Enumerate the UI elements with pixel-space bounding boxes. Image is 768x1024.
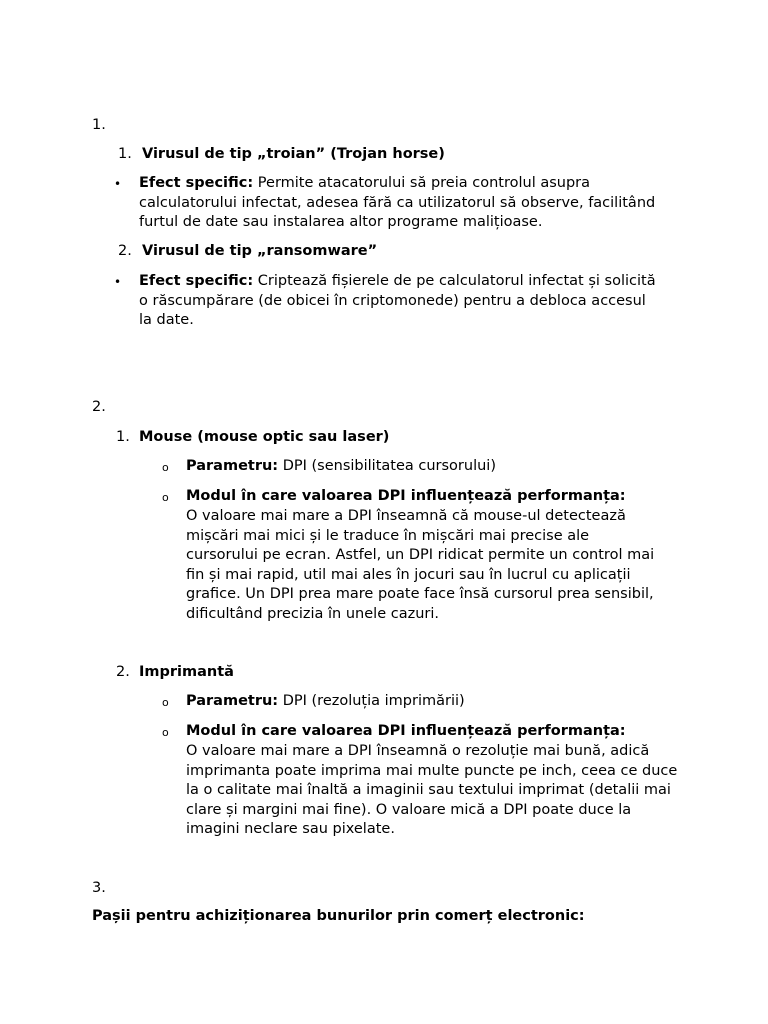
item-title: Virusul de tip „ransomware” xyxy=(142,243,378,259)
effect-text: Permite atacatorului să preia controlul asupra calculatorului infectat, adesea fără ca utilizatorul să observe, facilitând furtul de date sau instalarea altor programe malițioase. xyxy=(139,175,656,231)
bullet-icon: • xyxy=(114,275,122,289)
list-marker: 1. xyxy=(116,429,130,445)
circle-bullet-icon: o xyxy=(162,461,169,474)
effect-paragraph xyxy=(139,174,679,233)
parameter-line xyxy=(186,457,496,477)
parameter-label: Parametru: xyxy=(186,458,279,474)
item-title: Mouse (mouse optic sau laser) xyxy=(139,429,390,445)
mode-label: Modul în care valoarea DPI influențează performanța: xyxy=(186,488,626,504)
list-marker: 1. xyxy=(118,146,132,162)
list-marker: 2. xyxy=(116,664,130,680)
parameter-label: Parametru: xyxy=(186,693,279,709)
circle-bullet-icon: o xyxy=(162,726,169,739)
parameter-line xyxy=(186,692,465,712)
circle-bullet-icon: o xyxy=(162,696,169,709)
section-number: 2. xyxy=(92,399,106,415)
parameter-text: DPI (rezoluția imprimării) xyxy=(278,693,465,709)
section-number: 1. xyxy=(92,117,106,133)
mode-text: O valoare mai mare a DPI înseamnă o rezoluție mai bună, adică imprimanta poate imprima mai multe puncte pe inch, ceea ce duce la o calitate mai înaltă a imaginii sau textului imprimat (detalii mai clare și margini mai fine). O valoare mică a DPI poate duce la imagini neclare sau pixelate. xyxy=(186,743,678,838)
effect-label: Efect specific: xyxy=(139,273,254,289)
section-heading: Pașii pentru achiziționarea bunurilor prin comerț electronic: xyxy=(92,908,585,924)
list-marker: 2. xyxy=(118,243,132,259)
effect-paragraph xyxy=(139,272,659,331)
circle-bullet-icon: o xyxy=(162,491,169,504)
section-number: 3. xyxy=(92,880,106,896)
item-title: Virusul de tip „troian” (Trojan horse) xyxy=(142,146,445,162)
effect-label: Efect specific: xyxy=(139,175,254,191)
mode-text: O valoare mai mare a DPI înseamnă că mouse-ul detectează mișcări mai mici și le traduce în mișcări mai precise ale cursorului pe ecran. Astfel, un DPI ridicat permite un control mai fin și mai rapid, util mai ales în jocuri sau în lucrul cu aplicații grafice. Un DPI prea mare poate face însă cursorul prea sensibil, dificultând precizia în unele cazuri. xyxy=(186,508,655,622)
effect-text: Criptează fișierele de pe calculatorul infectat și solicită o răscumpărare (de obicei în criptomonede) pentru a debloca accesul la date. xyxy=(139,273,656,329)
bullet-icon: • xyxy=(114,177,122,191)
parameter-text: DPI (sensibilitatea cursorului) xyxy=(278,458,496,474)
item-title: Imprimantă xyxy=(139,664,234,680)
mode-label: Modul în care valoarea DPI influențează performanța: xyxy=(186,723,626,739)
